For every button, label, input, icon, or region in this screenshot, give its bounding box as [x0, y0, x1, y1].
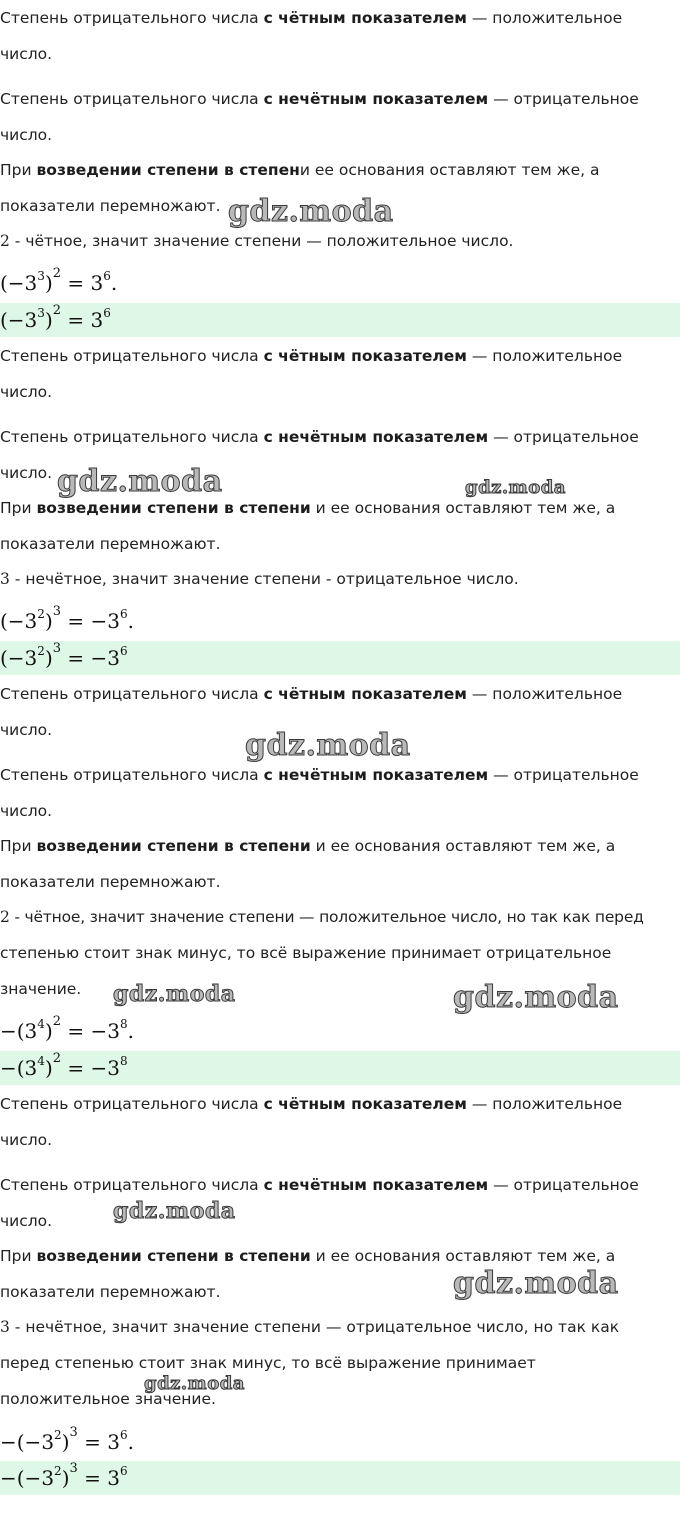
- odd-power-rule: Степень отрицательного числа с нечётным показателем — отрицательное: [0, 766, 639, 784]
- power-of-power-rule: При возведении степени в степени и ее основания оставляют тем же, а: [0, 1247, 616, 1265]
- expression: $(-3^2)^3 = -3^6$.: [0, 604, 134, 633]
- odd-power-rule-cont: число.: [0, 126, 53, 144]
- even-power-rule: Степень отрицательного числа с чётным показателем — положительное: [0, 1095, 623, 1113]
- answer-expression: $(-3^3)^2 = 3^6$: [0, 303, 111, 332]
- even-power-rule-cont: число.: [0, 1131, 53, 1149]
- explanation: 3 - нечётное, значит значение степени — отрицательное число, но так как: [0, 1318, 620, 1336]
- odd-power-rule: Степень отрицательного числа с нечётным показателем — отрицательное: [0, 1176, 639, 1194]
- even-power-rule: Степень отрицательного числа с чётным показателем — положительное: [0, 347, 623, 365]
- explanation: 2 - чётное, значит значение степени — положительное число.: [0, 232, 514, 250]
- answer-expression: $-(3^4)^2 = -3^8$: [0, 1051, 128, 1080]
- watermark: gdz.moda: [57, 464, 223, 499]
- explanation-cont: перед степенью стоит знак минус, то всё выражение принимает: [0, 1354, 536, 1372]
- even-power-rule-cont: число.: [0, 721, 53, 739]
- explanation-cont: степенью стоит знак минус, то всё выражение принимает отрицательное: [0, 944, 612, 962]
- power-of-power-rule-cont: показатели перемножают.: [0, 1283, 221, 1301]
- explanation: 2 - чётное, значит значение степени — положительное число, но так как перед: [0, 908, 644, 926]
- odd-power-rule-cont: число.: [0, 1212, 53, 1230]
- watermark: gdz.moda: [453, 980, 619, 1015]
- expression: $-(3^4)^2 = -3^8$.: [0, 1014, 134, 1043]
- explanation: 3 - нечётное, значит значение степени - отрицательное число.: [0, 570, 519, 588]
- power-of-power-rule-cont: показатели перемножают.: [0, 197, 221, 215]
- odd-power-rule: Степень отрицательного числа с нечётным показателем — отрицательное: [0, 90, 639, 108]
- odd-power-rule: Степень отрицательного числа с нечётным показателем — отрицательное: [0, 428, 639, 446]
- even-power-rule: Степень отрицательного числа с чётным показателем — положительное: [0, 9, 623, 27]
- power-of-power-rule: При возведении степени в степени ее основания оставляют тем же, а: [0, 161, 600, 179]
- power-of-power-rule-cont: показатели перемножают.: [0, 873, 221, 891]
- answer-expression: $(-3^2)^3 = -3^6$: [0, 641, 128, 670]
- explanation-cont: положительное значение.: [0, 1390, 216, 1408]
- expression: $-(-3^2)^3 = 3^6$.: [0, 1425, 134, 1454]
- even-power-rule-cont: число.: [0, 45, 53, 63]
- watermark: gdz.moda: [245, 728, 411, 763]
- odd-power-rule-cont: число.: [0, 464, 53, 482]
- even-power-rule: Степень отрицательного числа с чётным показателем — положительное: [0, 685, 623, 703]
- watermark: gdz.moda: [144, 1373, 245, 1394]
- watermark: gdz.moda: [465, 477, 566, 498]
- odd-power-rule-cont: число.: [0, 802, 53, 820]
- expression: $(-3^3)^2 = 3^6$.: [0, 266, 118, 295]
- watermark: gdz.moda: [453, 1266, 619, 1301]
- even-power-rule-cont: число.: [0, 383, 53, 401]
- watermark: gdz.moda: [113, 1198, 236, 1224]
- watermark: gdz.moda: [113, 981, 236, 1007]
- power-of-power-rule: При возведении степени в степени и ее основания оставляют тем же, а: [0, 499, 616, 517]
- power-of-power-rule: При возведении степени в степени и ее основания оставляют тем же, а: [0, 837, 616, 855]
- explanation-cont: значение.: [0, 980, 82, 998]
- watermark: gdz.moda: [228, 194, 394, 229]
- answer-expression: $-(-3^2)^3 = 3^6$: [0, 1461, 128, 1490]
- power-of-power-rule-cont: показатели перемножают.: [0, 535, 221, 553]
